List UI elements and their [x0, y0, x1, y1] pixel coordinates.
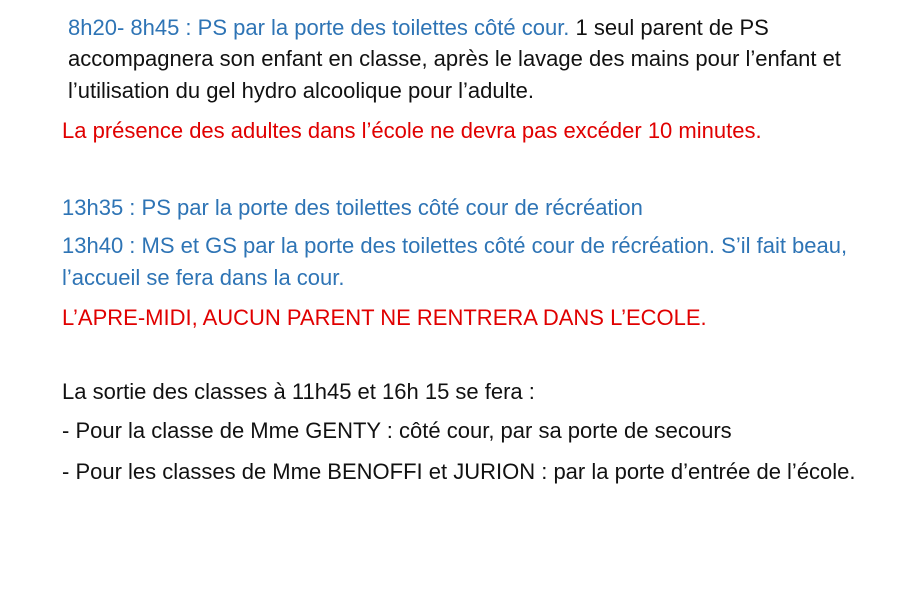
- paragraph-dismissal-intro: La sortie des classes à 11h45 et 16h 15 se fera :: [62, 378, 535, 404]
- paragraph-afternoon-no-parents: L’APRE-MIDI, AUCUN PARENT NE RENTRERA DANS L’ECOLE.: [62, 305, 707, 331]
- paragraph-morning-ps-entry: [62, 12, 862, 106]
- morning-ps-schedule-text: 8h20- 8h45 : PS par la porte des toilettes côté cour.: [68, 15, 570, 40]
- paragraph-dismissal-benoffi-jurion: - Pour les classes de Mme BENOFFI et JURION : par la porte d’entrée de l’école.: [62, 458, 856, 484]
- document-page: [62, 12, 862, 487]
- paragraph-dismissal-genty: - Pour la classe de Mme GENTY : côté cour, par sa porte de secours: [62, 418, 732, 444]
- paragraph-afternoon-ms-gs-entry: 13h40 : MS et GS par la porte des toilettes côté cour de récréation. S’il fait beau, l’accueil se fera dans la cour.: [62, 233, 848, 290]
- paragraph-afternoon-ps-entry: 13h35 : PS par la porte des toilettes côté cour de récréation: [62, 194, 643, 220]
- paragraph-adult-presence-limit: La présence des adultes dans l’école ne devra pas excéder 10 minutes.: [62, 118, 762, 144]
- morning-parent-instructions-text: 1 seul parent de PS accompagnera son enfant en classe, après le lavage des mains pour l’enfant et l’utilisation du gel hydro alcoolique pour l’adulte.: [68, 15, 841, 103]
